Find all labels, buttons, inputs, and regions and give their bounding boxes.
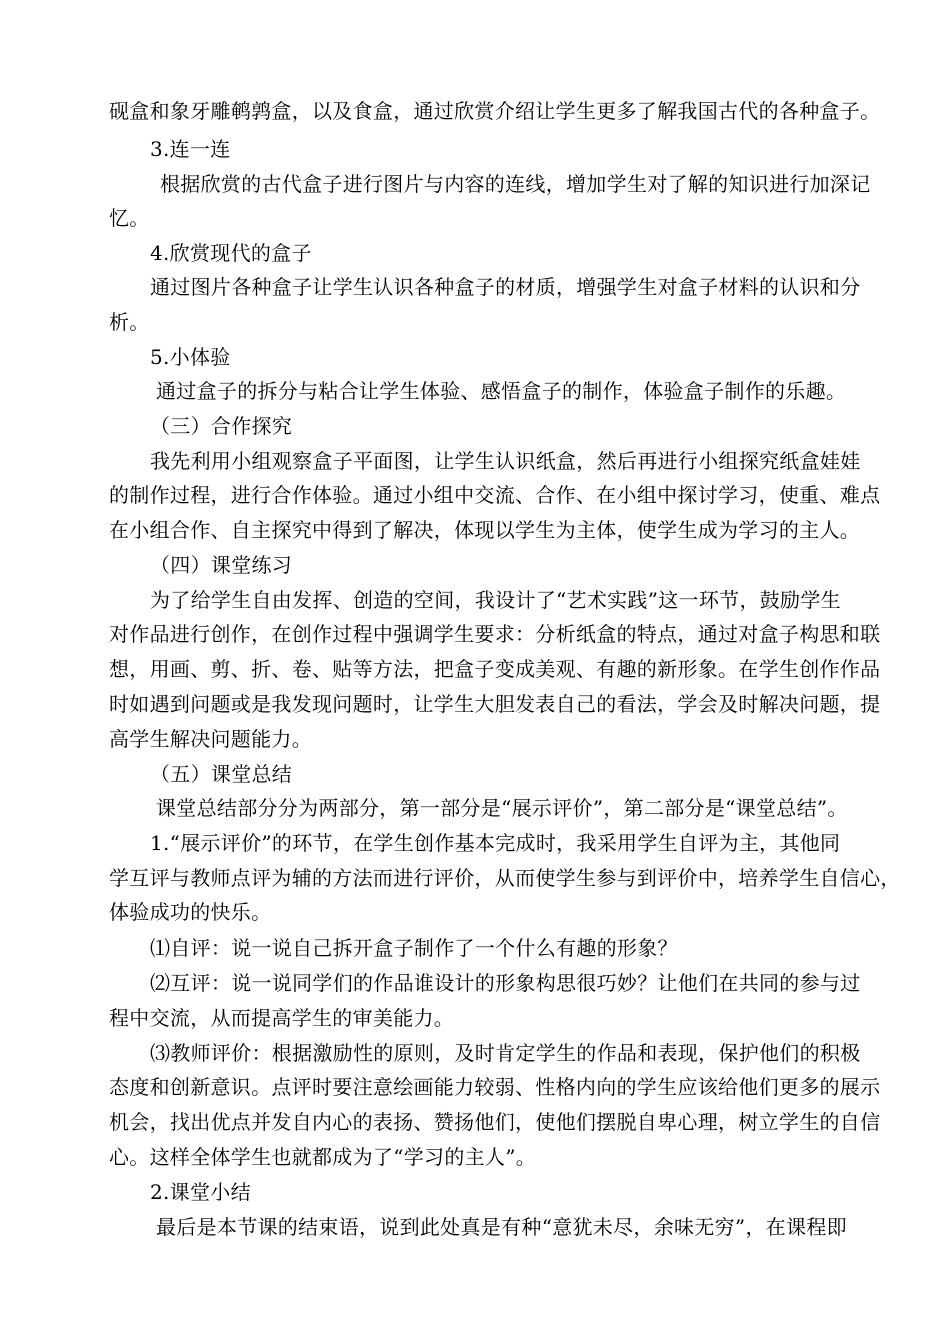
item-heading-3: 3.连一连 [150,137,231,161]
paragraph-line: 的制作过程，进行合作体验。通过小组中交流、合作、在小组中探讨学习，使重、难点 [109,483,881,507]
paragraph-line: 砚盒和象牙雕鹌鹑盒，以及食盒，通过欣赏介绍让学生更多了解我国古代的各种盒子。 [109,99,881,123]
item-heading-5: 5.小体验 [150,345,231,369]
paragraph-line: 机会，找出优点并发自内心的表扬、赞扬他们，使他们摆脱自卑心理，树立学生的自信 [109,1110,881,1134]
paragraph-line: 程中交流，从而提高学生的审美能力。 [109,1006,455,1030]
paragraph-line: 想，用画、剪、折、卷、贴等方法，把盒子变成美观、有趣的新形象。在学生创作作品 [109,657,881,681]
section-heading-5: （五）课堂总结 [150,762,293,786]
paragraph-line: 在小组合作、自主探究中得到了解决，体现以学生为主体，使学生成为学习的主人。 [109,518,861,542]
section-heading-4: （四）课堂练习 [150,553,293,577]
paragraph-line: 时如遇到问题或是我发现问题时，让学生大胆发表自己的看法，学会及时解决问题，提 [109,692,881,716]
paragraph-line: 1.“展示评价”的环节，在学生创作基本完成时，我采用学生自评为主，其他同 [150,831,841,855]
paragraph-line: 我先利用小组观察盒子平面图，让学生认识纸盒，然后再进行小组探究纸盒娃娃 [150,449,861,473]
paragraph-line: 态度和创新意识。点评时要注意绘画能力较弱、性格内向的学生应该给他们更多的展示 [109,1075,881,1099]
paragraph-line: ⑶教师评价：根据激励性的原则，及时肯定学生的作品和表现，保护他们的积极 [150,1041,861,1065]
paragraph-line: 析。 [109,310,150,334]
paragraph-line: 学互评与教师点评为辅的方法而进行评价，从而使学生参与到评价中，培养学生自信心， [109,866,901,890]
paragraph-line: 对作品进行创作，在创作过程中强调学生要求：分析纸盒的特点，通过对盒子构思和联 [109,622,881,646]
paragraph-line: 心。这样全体学生也就都成为了“学习的主人”。 [109,1145,537,1169]
paragraph-line: 为了给学生自由发挥、创造的空间，我设计了“艺术实践”这一环节，鼓励学生 [150,588,841,612]
paragraph-line: 最后是本节课的结束语，说到此处真是有种“意犹未尽，余味无穷”，在课程即 [156,1215,847,1239]
paragraph-line: 课堂总结部分分为两部分，第一部分是“展示评价”，第二部分是“课堂总结”。 [156,796,848,820]
paragraph-line: 忆。 [109,206,150,230]
paragraph-line: 通过盒子的拆分与粘合让学生体验、感悟盒子的制作，体验盒子制作的乐趣。 [156,379,847,403]
paragraph-line: 根据欣赏的古代盒子进行图片与内容的连线，增加学生对了解的知识进行加深记 [160,172,871,196]
paragraph-line: 高学生解决问题能力。 [109,727,312,751]
paragraph-line: 体验成功的快乐。 [109,900,272,924]
paragraph-line: ⑴自评：说一说自己拆开盒子制作了一个什么有趣的形象？ [150,936,678,960]
item-heading-4: 4.欣赏现代的盒子 [150,241,312,265]
paragraph-line: ⑵互评：说一说同学们的作品谁设计的形象构思很巧妙？让他们在共同的参与过 [150,971,861,995]
item-heading-2: 2.课堂小结 [150,1180,251,1204]
paragraph-line: 通过图片各种盒子让学生认识各种盒子的材质，增强学生对盒子材料的认识和分 [150,275,861,299]
section-heading-3: （三）合作探究 [150,414,293,438]
